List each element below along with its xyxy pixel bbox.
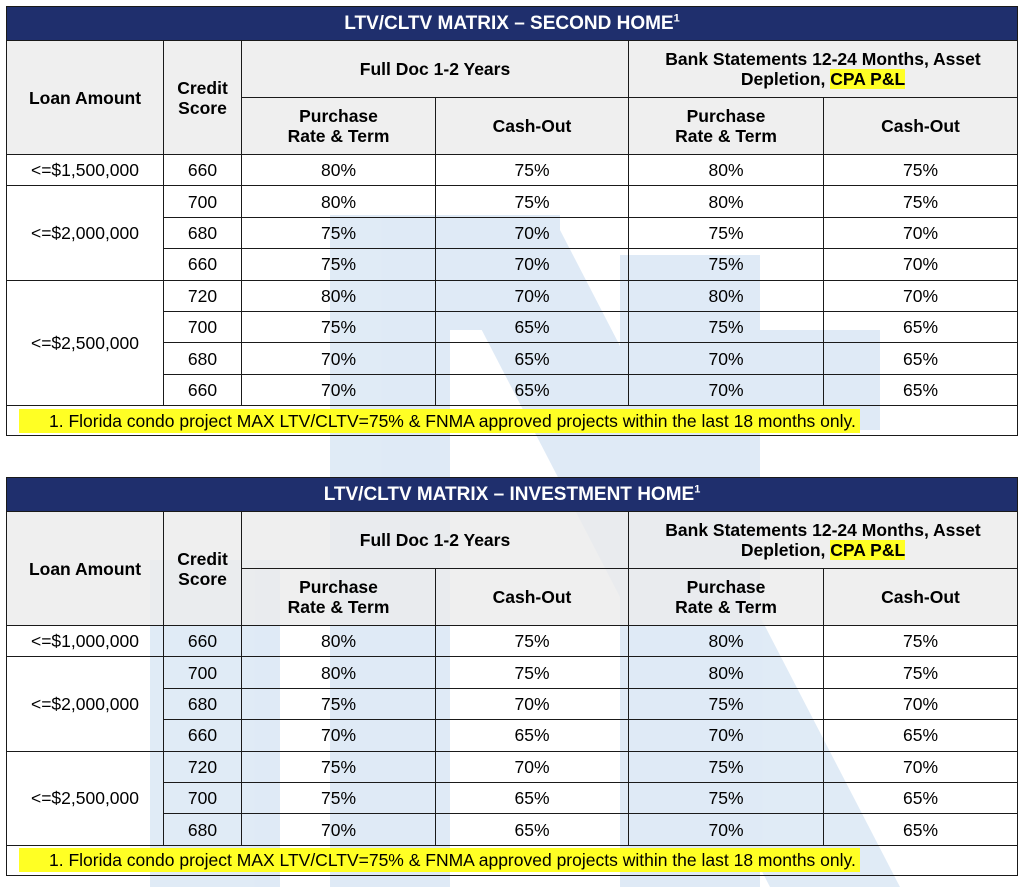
footnote-marker: 1 xyxy=(694,483,701,496)
purchase-rate-term-header xyxy=(242,98,436,155)
loan-amount-cell: <=$2,500,000 xyxy=(7,751,164,845)
full-doc-cash-out-cell: 70% xyxy=(436,751,629,782)
bank-statements-cash-out-cell: 75% xyxy=(824,155,1018,186)
credit-score-cell: 680 xyxy=(164,343,242,374)
purchase-header-line2: Rate & Term xyxy=(287,597,390,617)
full-doc-purchase-cell: 80% xyxy=(242,657,436,688)
credit-score-header xyxy=(164,512,242,626)
full-doc-purchase-cell: 75% xyxy=(242,311,436,342)
credit-score-cell: 700 xyxy=(164,186,242,217)
bank-statements-purchase-cell: 80% xyxy=(629,280,824,311)
bank-statements-cash-out-cell: 70% xyxy=(824,688,1018,719)
full-doc-purchase-cell: 75% xyxy=(242,688,436,719)
full-doc-header: Full Doc 1-2 Years xyxy=(242,512,629,569)
bank-statements-purchase-cell: 80% xyxy=(629,626,824,657)
loan-amount-header: Loan Amount xyxy=(7,41,164,155)
footnote-cell xyxy=(7,406,1018,436)
matrix-title xyxy=(7,7,1018,41)
footnote-marker: 1 xyxy=(673,12,680,25)
credit-score-header xyxy=(164,41,242,155)
purchase-header-line1: Purchase xyxy=(299,106,378,126)
full-doc-cash-out-cell: 75% xyxy=(436,186,629,217)
purchase-header-line1: Purchase xyxy=(686,106,766,126)
full-doc-cash-out-cell: 65% xyxy=(436,311,629,342)
cpa-pl-highlight: CPA P&L xyxy=(830,540,906,560)
bank-statements-purchase-cell: 75% xyxy=(629,311,824,342)
full-doc-cash-out-cell: 65% xyxy=(436,343,629,374)
bank-statements-cash-out-cell: 75% xyxy=(824,657,1018,688)
credit-score-cell: 660 xyxy=(164,374,242,405)
full-doc-cash-out-cell: 65% xyxy=(436,814,629,845)
bank-statements-cash-out-cell: 75% xyxy=(824,186,1018,217)
full-doc-cash-out-cell: 75% xyxy=(436,626,629,657)
credit-score-cell: 660 xyxy=(164,155,242,186)
bank-statements-purchase-cell: 75% xyxy=(629,217,824,248)
investment-home-matrix xyxy=(6,477,1018,876)
full-doc-purchase-cell: 75% xyxy=(242,249,436,280)
matrix-title-text: LTV/CLTV MATRIX – INVESTMENT HOME xyxy=(323,483,695,505)
full-doc-cash-out-cell: 65% xyxy=(436,720,629,751)
credit-score-header-line2: Score xyxy=(178,568,227,589)
credit-score-cell: 660 xyxy=(164,249,242,280)
purchase-header-line1: Purchase xyxy=(299,577,378,597)
bank-statements-cash-out-cell: 70% xyxy=(824,280,1018,311)
credit-score-cell: 660 xyxy=(164,626,242,657)
cash-out-header: Cash-Out xyxy=(436,98,629,155)
table-row xyxy=(7,155,1018,186)
bank-statements-cash-out-cell: 65% xyxy=(824,814,1018,845)
bank-statements-cash-out-cell: 65% xyxy=(824,311,1018,342)
purchase-header-line2: Rate & Term xyxy=(675,126,777,146)
table-row xyxy=(7,626,1018,657)
loan-amount-cell: <=$1,000,000 xyxy=(7,626,164,657)
credit-score-cell: 660 xyxy=(164,720,242,751)
bank-statements-header xyxy=(629,512,1018,569)
full-doc-cash-out-cell: 65% xyxy=(436,782,629,813)
full-doc-purchase-cell: 75% xyxy=(242,782,436,813)
full-doc-cash-out-cell: 75% xyxy=(436,657,629,688)
credit-score-cell: 720 xyxy=(164,751,242,782)
full-doc-purchase-cell: 70% xyxy=(242,814,436,845)
bank-statements-purchase-cell: 80% xyxy=(629,155,824,186)
bank-statements-header xyxy=(629,41,1018,98)
second-home-matrix xyxy=(6,6,1018,436)
full-doc-cash-out-cell: 70% xyxy=(436,217,629,248)
bank-statements-cash-out-cell: 70% xyxy=(824,217,1018,248)
bank-statements-purchase-cell: 70% xyxy=(629,343,824,374)
bank-statements-cash-out-cell: 65% xyxy=(824,374,1018,405)
bank-statements-purchase-cell: 75% xyxy=(629,782,824,813)
bank-statements-cash-out-cell: 75% xyxy=(824,626,1018,657)
bank-statements-cash-out-cell: 65% xyxy=(824,343,1018,374)
bank-statements-purchase-cell: 70% xyxy=(629,720,824,751)
bank-statements-purchase-cell: 75% xyxy=(629,249,824,280)
footnote-cell xyxy=(7,845,1018,875)
matrix-title xyxy=(7,478,1018,512)
credit-score-cell: 700 xyxy=(164,657,242,688)
bank-statements-cash-out-cell: 70% xyxy=(824,249,1018,280)
credit-score-cell: 700 xyxy=(164,782,242,813)
cpa-pl-highlight: CPA P&L xyxy=(830,69,906,89)
purchase-rate-term-header xyxy=(629,569,824,626)
bank-statements-cash-out-cell: 70% xyxy=(824,751,1018,782)
full-doc-cash-out-cell: 70% xyxy=(436,280,629,311)
purchase-header-line2: Rate & Term xyxy=(287,126,390,146)
purchase-rate-term-header xyxy=(242,569,436,626)
full-doc-purchase-cell: 80% xyxy=(242,186,436,217)
matrix-title-text: LTV/CLTV MATRIX – SECOND HOME xyxy=(344,12,674,34)
bank-statements-purchase-cell: 75% xyxy=(629,751,824,782)
bank-statements-cash-out-cell: 65% xyxy=(824,720,1018,751)
bank-statements-purchase-cell: 70% xyxy=(629,814,824,845)
full-doc-purchase-cell: 75% xyxy=(242,217,436,248)
full-doc-purchase-cell: 70% xyxy=(242,720,436,751)
bank-statements-cash-out-cell: 65% xyxy=(824,782,1018,813)
full-doc-cash-out-cell: 75% xyxy=(436,155,629,186)
full-doc-cash-out-cell: 70% xyxy=(436,249,629,280)
cash-out-header: Cash-Out xyxy=(824,569,1018,626)
full-doc-purchase-cell: 80% xyxy=(242,155,436,186)
loan-amount-cell: <=$2,000,000 xyxy=(7,186,164,280)
credit-score-cell: 680 xyxy=(164,217,242,248)
loan-amount-cell: <=$1,500,000 xyxy=(7,155,164,186)
table-row xyxy=(7,751,1018,782)
credit-score-header-line2: Score xyxy=(178,97,227,118)
full-doc-header: Full Doc 1-2 Years xyxy=(242,41,629,98)
loan-amount-cell: <=$2,500,000 xyxy=(7,280,164,406)
full-doc-purchase-cell: 80% xyxy=(242,280,436,311)
cash-out-header: Cash-Out xyxy=(824,98,1018,155)
bank-statements-purchase-cell: 80% xyxy=(629,657,824,688)
cash-out-header: Cash-Out xyxy=(436,569,629,626)
table-row xyxy=(7,186,1018,217)
bank-statements-purchase-cell: 80% xyxy=(629,186,824,217)
full-doc-cash-out-cell: 65% xyxy=(436,374,629,405)
credit-score-header-line1: Credit xyxy=(177,77,228,98)
credit-score-cell: 680 xyxy=(164,814,242,845)
table-row xyxy=(7,280,1018,311)
full-doc-purchase-cell: 70% xyxy=(242,343,436,374)
purchase-header-line1: Purchase xyxy=(686,577,766,597)
bank-statements-header-text: Bank Statements 12-24 Months, Asset Depletion, xyxy=(665,49,981,89)
full-doc-cash-out-cell: 70% xyxy=(436,688,629,719)
full-doc-purchase-cell: 75% xyxy=(242,751,436,782)
purchase-rate-term-header xyxy=(629,98,824,155)
footnote-text: 1. Florida condo project MAX LTV/CLTV=75% & FNMA approved projects within the last 18 months only. xyxy=(19,409,860,433)
loan-amount-header: Loan Amount xyxy=(7,512,164,626)
credit-score-cell: 720 xyxy=(164,280,242,311)
purchase-header-line2: Rate & Term xyxy=(675,597,777,617)
credit-score-cell: 700 xyxy=(164,311,242,342)
credit-score-cell: 680 xyxy=(164,688,242,719)
credit-score-header-line1: Credit xyxy=(177,548,228,569)
full-doc-purchase-cell: 80% xyxy=(242,626,436,657)
full-doc-purchase-cell: 70% xyxy=(242,374,436,405)
footnote-text: 1. Florida condo project MAX LTV/CLTV=75% & FNMA approved projects within the last 18 months only. xyxy=(19,848,860,872)
bank-statements-header-text: Bank Statements 12-24 Months, Asset Depletion, xyxy=(665,520,981,560)
bank-statements-purchase-cell: 70% xyxy=(629,374,824,405)
table-row xyxy=(7,657,1018,688)
loan-amount-cell: <=$2,000,000 xyxy=(7,657,164,751)
bank-statements-purchase-cell: 75% xyxy=(629,688,824,719)
